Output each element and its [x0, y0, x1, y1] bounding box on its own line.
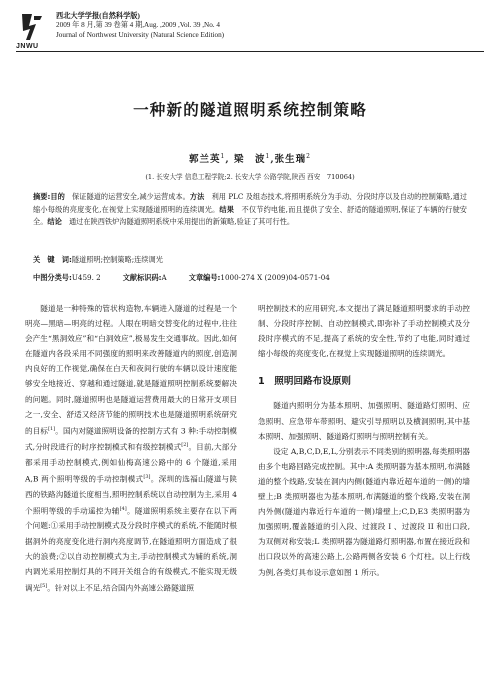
article-no-value: 1000-274 X (2009)04-0571-04 [220, 273, 330, 282]
clc-label: 中图分类号: [33, 273, 72, 282]
body-text: 隧道照明系统主要存在以下两个问题:①采用手动控制模式及分段时序模式的系统,不能随时根据洞外的亮度变化进行洞内亮度调节,在隧道照明方面造成了很大的浪费;②以自动控制模式为主,手动控制模式为辅的系统,洞内调光采用控制灯具的不同开关组合的有级模式,不能实现无级调光 [25, 506, 238, 593]
header-divider [16, 51, 484, 52]
abstract-method-label: 方法 [189, 192, 205, 201]
author-affil-mark: 1 [265, 152, 271, 160]
body-text: 针对以上不足,结合国内外高速公路隧道照 [54, 583, 194, 593]
body-paragraph: 设定 A,B,C,D,E,L,分别表示不同类别的照明器,每类照明器由多个电路回路完成控制。其中:A 类照明器为基本照明,布满隧道的整个线路,安装在洞内内侧(隧道内靠近超车道的一侧)的墙壁上;B 类照明器也为基本照明,布满隧道的整个线路,安装在洞内外侧(隧道内靠近行车道的一侧)墙壁上;C,D,E3 类照明器为加强照明,覆盖隧道的引入段、过渡段 I 、过渡段 II 和出口段,为双侧对称安装;L 类照明器为隧道路灯照明器,布置在接近段和出口段以外的高速公路上,公路两侧各安装 6 个灯柱。以上行线为例,各类灯具布设示意如图 1 所示。 [258, 446, 470, 577]
body-right-column [258, 301, 470, 580]
abstract [33, 191, 467, 229]
doc-code-value: A [161, 273, 167, 282]
author-name: 郭兰英 [189, 154, 221, 165]
citation: [3] [143, 474, 151, 481]
author-name: 梁 波 [233, 154, 266, 165]
article-no-label: 文章编号: [188, 273, 221, 282]
body-text: 深圳的选福山隧道与陕西的铁路沟隧道长度相当,照明控制系统以自动控制为主,采用 4 个照明等级的手动遥控为辅 [25, 474, 238, 516]
body-left-column [25, 301, 237, 595]
abstract-result-label: 结果 [219, 204, 235, 214]
abstract-result: 不仅节约电能,而且提供了安全、舒适的隧道照明,保证了车辆的行驶安全。 [33, 204, 467, 227]
paper-title: 一种新的隧道照明系统控制策略 [133, 101, 367, 119]
keywords [33, 254, 467, 266]
citation: [5] [40, 582, 48, 589]
journal-name-cn: 西北大学学报(自然科学版) [56, 12, 140, 20]
doc-code-label: 文献标识码: [122, 273, 162, 282]
journal-logo-text: JNWU [16, 43, 39, 50]
classification-line [33, 272, 473, 284]
abstract-label: 摘要: [33, 192, 51, 201]
body-text: 隧道是一种特殊的管状构造物,车辆进入隧道的过程是一个明亮—黑暗—明亮的过程。人眼在明暗交替变化的过程中,往往会产生“黑洞效应”和“白洞效应”,极易发生交通事故。因此,如何在隧道内各段采用不同强度的照明来改善隧道内的照度,创造洞内良好的工作视觉,确保在白天和夜间行驶的车辆以设计速度能够安全地接近、穿越和通过隧道,就是隧道照明控制系统要解决的问题。同时,隧道照明也是隧道运营费用最大的日常开支项目之一,安全、舒适又经济节能的照明技术也是隧道照明系统研究的目标 [25, 304, 237, 436]
author-separator: , [270, 154, 275, 165]
keywords-text: 隧道照明;控制策略;连续调光 [71, 255, 163, 264]
citation: [2] [181, 442, 189, 449]
author-separator: , [225, 154, 234, 165]
author-affil-mark: 2 [306, 152, 311, 160]
body-text: 国内对隧道照明设备的控制方式有 3 种:手动控制模式,分时段进行的时序控制模式和有级控制模式 [25, 426, 238, 452]
keywords-label: 关 键 词: [33, 255, 72, 264]
body-paragraph: 明控制技术的应用研究,本文提出了满足隧道照明要求的手动控制、分段时序控制、自动控制模式,即弥补了手动控制模式及分段时序模式的不足,提高了系统的安全性,节约了电能,同时通过缩小每级的亮度变化,在视觉上实现隧道照明的连续调光。 [258, 304, 470, 359]
section-heading: 1 照明回路布设原则 [258, 376, 352, 388]
body-paragraph: 隧道是一种特殊的管状构造物,车辆进入隧道的过程是一个明亮—黑暗—明亮的过程。人眼在明暗交替变化的过程中,往往会产生“黑洞效应”和“白洞效应”,极易发生交通事故。因此,如何在隧道内各段采用不同强度的照明来改善隧道内的照度,创造洞内良好的工作视觉,确保在白天和夜间行驶的车辆以设计速度能够安全地接近、穿越和通过隧道,就是隧道照明控制系统要解决的问题。同时,隧道照明也是隧道运营费用最大的日常开支项目之一,安全、舒适又经济节能的照明技术也是隧道照明系统研究的目标[1]。国内对隧道照明设备的控制方式有 3 种:手动控制模式,分时段进行的时序控制模式和有级控制模式[2]。目前,大部分都采用手动控制模式,例如仙梅高速公路中的 6 个隧道,采用 A,B 两个照明等级的手动控制模式[3]。深圳的选福山隧道与陕西的铁路沟隧道长度相当,照明控制系统以自动控制为主,采用 4 个照明等级的手动遥控为辅[4]。隧道照明系统主要存在以下两个问题:①采用手动控制模式及分段时序模式的系统,不能随时根据洞外的亮度变化进行洞内亮度调节,在隧道照明方面造成了很大的浪费;②以自动控制模式为主,手动控制模式为辅的系统,洞内调光采用控制灯具的不同开关组合的有级模式,不能实现无级调光[5]。针对以上不足,结合国内外高速公路隧道照 [25, 304, 238, 593]
author-name: 张生瑞 [274, 154, 307, 165]
abstract-purpose: 保证隧道的运营安全,减少运营成本。 [64, 192, 190, 201]
journal-issue: 2009 年 8 月,第 39 卷第 4 期,Aug. ,2009 ,Vol. 39 ,No. 4 [56, 21, 220, 30]
journal-header [16, 10, 486, 52]
author-affil-mark: 1 [220, 152, 226, 160]
abstract-purpose-label: 目的 [50, 192, 65, 201]
abstract-conclusion-label: 结论 [47, 217, 62, 227]
journal-name-en: Journal of Northwest University (Natural Science Edition) [56, 30, 225, 39]
affiliation: (1. 长安大学 信息工程学院;2. 长安大学 公路学院,陕西 西安 710064) [145, 173, 355, 181]
body-paragraph: 隧道内照明分为基本照明、加强照明、隧道路灯照明、应急照明、应急带车带照明、避灾引导照明以及横洞照明,其中基本照明、加强照明、隧道路灯照明与照明控制有关。 [258, 401, 470, 441]
author-list [0, 151, 500, 165]
citation: [1] [48, 425, 56, 432]
body-text: 目前,大部分都采用手动控制模式,例如仙梅高速公路中的 6 个隧道,采用 A,B 两个照明等级的手动控制模式 [25, 442, 237, 484]
citation: [4] [119, 505, 127, 512]
abstract-conclusion: 通过在陕西铁炉沟隧道照明系统中采用提出的新策略,验证了其可行性。 [61, 217, 295, 227]
journal-info [56, 12, 224, 40]
clc-value: U459. 2 [71, 273, 101, 282]
abstract-method: 利用 PLC 及组态技术,将照明系统分为手动、分段时序以及自动的控制策略,通过缩小每级的亮度变化,在视觉上实现隧道照明的连续调光。 [33, 192, 467, 214]
